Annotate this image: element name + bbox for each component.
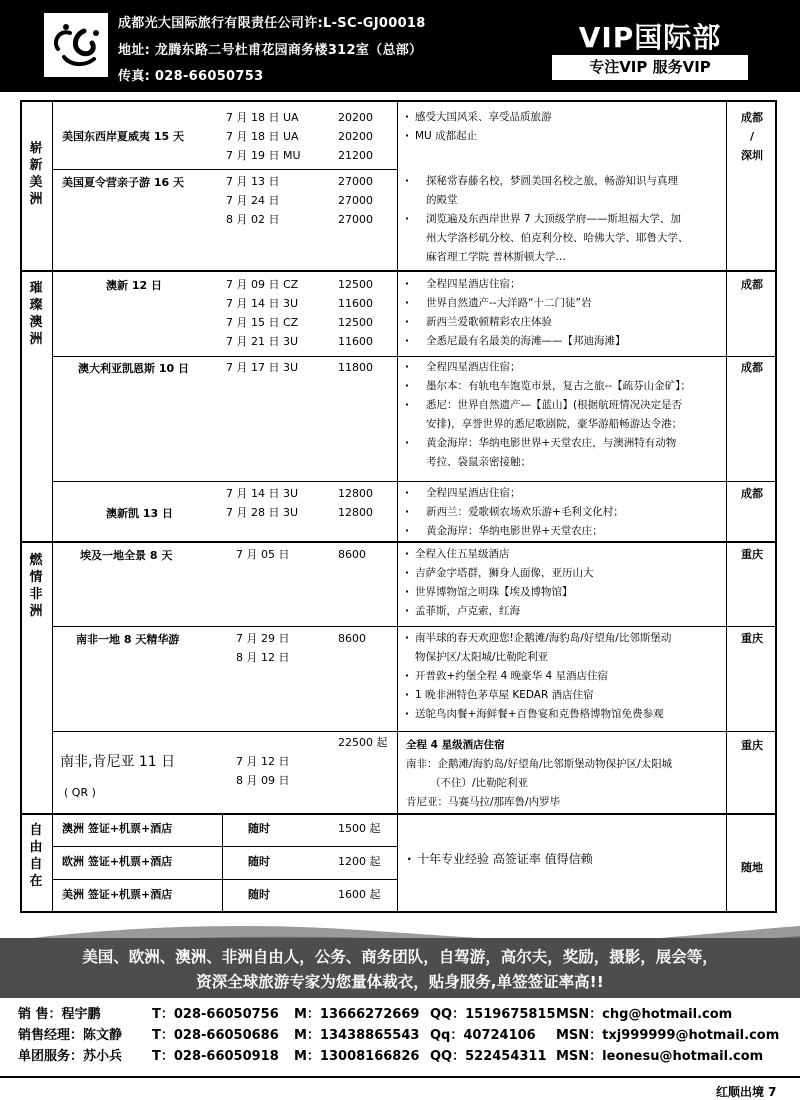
tour-date: 8 月 09 日 <box>236 774 290 787</box>
feature-item: · 黄金海岸：华纳电影世界+天堂农庄，与澳洲特有动物 <box>402 434 691 453</box>
footer-divider <box>0 1076 800 1078</box>
tour-prices <box>338 733 388 752</box>
region-label-americas: 崭新美洲 <box>29 141 43 207</box>
package-name: 美洲 签证+机票+酒店 <box>62 888 173 901</box>
tour-date: 7 月 19 日 MU <box>226 149 301 162</box>
tour-price: 8600 <box>338 548 366 561</box>
contact-row <box>0 1026 800 1046</box>
feature-item: · 十年专业经验 高签证率 值得信赖 <box>404 850 593 869</box>
feature-item: 州大学洛杉矶分校、伯克利分校、哈佛大学、耶鲁大学、 <box>426 232 689 244</box>
tour-date: 7 月 29 日 <box>236 632 290 645</box>
feature-item: · 南半球的春天欢迎您!企鹅滩/海豹岛/好望角/比邻斯堡动 <box>402 629 671 648</box>
vip-title: VIP国际部 <box>578 21 722 54</box>
promo-line: 美国、欧洲、澳洲、非洲自由人，公务、商务团队，自驾游，高尔夫，奖励，摄影，展会等， <box>82 948 718 966</box>
region-label-oceania: 璀璨澳洲 <box>29 281 43 347</box>
row-divider <box>52 356 777 357</box>
swirl-logo-icon <box>44 13 108 77</box>
tour-name: 美国夏令营亲子游 16 天 <box>62 176 184 189</box>
contact-qq: Qq：40724106 <box>430 1028 536 1043</box>
tour-prices <box>338 484 373 522</box>
contact-row <box>0 1047 800 1067</box>
tour-price: 27000 <box>338 175 373 188</box>
tour-date: 7 月 14 日 3U <box>226 487 299 500</box>
tour-name: 南非一地 8 天精华游 <box>76 633 180 646</box>
contact-mobile: M：13666272669 <box>294 1007 420 1022</box>
tour-name: 澳大利亚凯恩斯 10 日 <box>78 362 189 375</box>
tour-date: 7 月 18 日 UA <box>226 111 299 124</box>
package-name: 澳洲 签证+机票+酒店 <box>62 822 173 835</box>
tour-features <box>402 172 689 267</box>
contact-tel: T：028-66050686 <box>152 1028 279 1043</box>
tour-dates <box>236 545 290 564</box>
city-text: / <box>749 130 755 143</box>
feature-item: · 吉萨金字塔群，狮身人面像，亚历山大 <box>402 564 594 583</box>
contact-tel: T：028-66050918 <box>152 1049 279 1064</box>
tour-date: 7 月 24 日 <box>226 194 280 207</box>
feature-item: · 浏览遍及东西岸世界 7 大顶级学府——斯坦福大学、加 <box>402 210 689 229</box>
tour-name: 埃及一地全景 8 天 <box>80 549 173 562</box>
tour-prices <box>338 358 373 377</box>
tour-price: 22500 起 <box>338 736 388 749</box>
feature-item: · 新西兰爱歌顿精彩农庄体验 <box>402 313 626 332</box>
company-logo <box>44 13 108 77</box>
feature-item: · 1 晚非洲特色茅草屋 KEDAR 酒店住宿 <box>402 686 671 705</box>
tour-prices <box>338 275 373 351</box>
tour-date: 7 月 09 日 CZ <box>226 278 299 291</box>
tour-prices <box>338 172 373 229</box>
contact-msn: MSN：leonesu@hotmail.com <box>556 1049 764 1064</box>
row-divider <box>52 731 777 732</box>
departure-city: 成都 <box>741 278 763 291</box>
contact-row <box>0 1005 800 1025</box>
feature-item: 的殿堂 <box>426 194 458 206</box>
feature-item: 考拉、袋鼠亲密接触； <box>426 456 531 468</box>
row-divider <box>52 481 777 482</box>
tour-price: 11600 <box>338 297 373 310</box>
departure-city: 成都 <box>741 487 763 500</box>
tour-date: 8 月 12 日 <box>236 651 290 664</box>
tour-date: 7 月 13 日 <box>226 175 280 188</box>
contact-qq: QQ：1519675815 <box>430 1007 556 1022</box>
feature-item: · 世界自然遗产--大洋路“十二门徒”岩 <box>402 294 626 313</box>
feature-item: · 墨尔本：有轨电车饱览市景，复古之旅--【疏芬山金矿】； <box>402 377 691 396</box>
tour-price: 12500 <box>338 278 373 291</box>
tour-name: 美国东西岸夏威夷 15 天 <box>62 130 184 143</box>
contact-msn: MSN：txj999999@hotmail.com <box>556 1028 780 1043</box>
feature-item: · MU 成都起止 <box>402 127 552 146</box>
package-date: 随时 <box>248 822 270 835</box>
tour-dates <box>226 484 298 522</box>
col-divider <box>52 100 53 913</box>
feature-item: · 开普敦+约堡全程 4 晚豪华 4 星酒店住宿 <box>402 667 671 686</box>
tour-date: 7 月 05 日 <box>236 548 290 561</box>
tour-features <box>406 736 672 812</box>
tour-features <box>402 545 594 621</box>
package-date: 随时 <box>248 855 270 868</box>
city-text: 成都 <box>741 111 763 124</box>
row-divider <box>52 169 398 170</box>
tour-features <box>402 484 624 541</box>
tour-features <box>402 108 552 146</box>
tour-dates <box>226 358 298 377</box>
section-divider <box>20 270 777 272</box>
contact-role: 销售经理：陈文静 <box>18 1028 123 1043</box>
departure-city: 随地 <box>741 861 763 874</box>
contact-msn: MSN：chg@hotmail.com <box>556 1007 733 1022</box>
region-label-africa: 燃情非洲 <box>29 553 43 619</box>
feature-item: · 送鸵鸟肉餐+海鲜餐+百鲁宴和克鲁格博物馆免费参观 <box>402 705 671 724</box>
feature-item: · 孟菲斯，卢克索，红海 <box>402 602 594 621</box>
tour-price: 12500 <box>338 316 373 329</box>
row-divider <box>52 846 398 847</box>
feature-item: · 新西兰：爱歌顿农场欢乐游+毛利文化村； <box>402 503 624 522</box>
contact-role: 单团服务：苏小兵 <box>18 1049 123 1064</box>
tour-price: 21200 <box>338 149 373 162</box>
feature-item: 物保护区/太阳城/比勒陀利亚 <box>415 651 549 663</box>
feature-item: 南非：企鹅滩/海豹岛/好望角/比邻斯堡动物保护区/太阳城 <box>406 758 673 770</box>
package-feature <box>404 850 593 869</box>
region-label-free: 自由自在 <box>29 823 43 889</box>
feature-item: · 全程四星酒店住宿； <box>402 484 624 503</box>
departure-city: 重庆 <box>741 739 763 752</box>
section-divider <box>20 541 777 543</box>
tour-name: 澳新 12 日 <box>106 279 162 292</box>
departure-city: 成都 <box>741 361 763 374</box>
feature-item: · 全悉尼最有名最美的海滩——【邦迪海滩】 <box>402 332 626 351</box>
feature-item: · 全程四星酒店住宿； <box>402 358 691 377</box>
tour-date: 8 月 02 日 <box>226 213 280 226</box>
vip-slogan: 专注VIP 服务VIP <box>552 55 748 80</box>
tour-date: 7 月 12 日 <box>236 755 290 768</box>
tour-features <box>402 275 626 351</box>
header-banner <box>0 0 800 92</box>
tour-prices <box>338 545 366 564</box>
feature-item: 全程 4 星级酒店住宿 <box>406 739 505 751</box>
feature-item: 肯尼亚：马赛马拉/那库鲁/内罗毕 <box>406 796 561 808</box>
tour-date: 7 月 21 日 3U <box>226 335 299 348</box>
tour-dates <box>226 108 301 165</box>
tour-airline: ( QR ) <box>64 786 96 799</box>
tour-dates <box>236 629 290 667</box>
contact-mobile: M：13008166826 <box>294 1049 420 1064</box>
package-price: 1200 起 <box>338 855 381 868</box>
section-divider <box>20 813 777 815</box>
feature-item: · 黄金海岸：华纳电影世界+天堂农庄； <box>402 522 624 541</box>
tour-price: 12800 <box>338 506 373 519</box>
feature-item: · 悉尼：世界自然遗产—【蓝山】(根据航班情况决定是否 <box>402 396 691 415</box>
tour-date: 7 月 14 日 3U <box>226 297 299 310</box>
company-address: 地址: 龙腾东路二号杜甫花园商务楼312室（总部） <box>118 43 423 58</box>
feature-item: · 探秘常春藤名校，梦圆美国名校之旅，畅游知识与真理 <box>402 172 689 191</box>
tour-features <box>402 358 691 472</box>
tour-prices <box>338 108 373 165</box>
tour-price: 20200 <box>338 111 373 124</box>
tour-dates <box>226 172 280 229</box>
company-name: 成都光大国际旅行有限责任公司许:L-SC-GJ00018 <box>118 16 426 31</box>
tour-price: 12800 <box>338 487 373 500</box>
tour-date: 7 月 15 日 CZ <box>226 316 299 329</box>
page-number: 红顺出境 7 <box>716 1085 777 1099</box>
tour-name: 南非,肯尼亚 11 日 <box>60 754 176 770</box>
contact-mobile: M：13438865543 <box>294 1028 420 1043</box>
package-price: 1600 起 <box>338 888 381 901</box>
feature-item: 麻省理工学院 普林斯顿大学… <box>426 251 566 263</box>
city-text: 深圳 <box>741 149 763 162</box>
contact-qq: QQ：522454311 <box>430 1049 547 1064</box>
row-divider <box>52 879 398 880</box>
tour-price: 11600 <box>338 335 373 348</box>
tour-dates <box>236 752 290 790</box>
contact-role: 销 售：程宇鹏 <box>18 1007 101 1022</box>
departure-city: 重庆 <box>741 632 763 645</box>
departure-city: 重庆 <box>741 548 763 561</box>
contact-tel: T：028-66050756 <box>152 1007 279 1022</box>
package-price: 1500 起 <box>338 822 381 835</box>
tour-date: 7 月 17 日 3U <box>226 361 299 374</box>
tour-price: 20200 <box>338 130 373 143</box>
package-name: 欧洲 签证+机票+酒店 <box>62 855 173 868</box>
feature-item: · 全程四星酒店住宿； <box>402 275 626 294</box>
promo-line: 资深全球旅游专家为您量体裁衣，贴身服务,单签签证率高!! <box>196 973 604 991</box>
row-divider <box>52 626 777 627</box>
tour-price: 27000 <box>338 213 373 226</box>
company-fax: 传真: 028-66050753 <box>118 69 264 84</box>
tour-price: 11800 <box>338 361 373 374</box>
tour-name: 澳新凯 13 日 <box>106 507 173 520</box>
feature-item: 安排)，享誉世界的悉尼歌剧院，豪华游船畅游达令港； <box>426 418 683 430</box>
feature-item: · 全程入住五星级酒店 <box>402 545 594 564</box>
tour-date: 7 月 18 日 UA <box>226 130 299 143</box>
tour-price: 8600 <box>338 632 366 645</box>
feature-item: · 感受大国风采、享受品质旅游 <box>402 108 552 127</box>
feature-item: （不住）/比勒陀利亚 <box>430 777 529 789</box>
col-divider <box>222 813 223 913</box>
feature-item: · 世界博物馆之明珠【埃及博物馆】 <box>402 583 594 602</box>
tour-date: 7 月 28 日 3U <box>226 506 299 519</box>
tour-dates <box>226 275 298 351</box>
package-date: 随时 <box>248 888 270 901</box>
departure-city <box>730 108 774 165</box>
promo-banner <box>0 938 800 998</box>
tour-prices <box>338 629 366 648</box>
col-divider <box>397 100 398 913</box>
tour-features <box>402 629 671 724</box>
col-divider <box>726 100 727 913</box>
tour-price: 27000 <box>338 194 373 207</box>
